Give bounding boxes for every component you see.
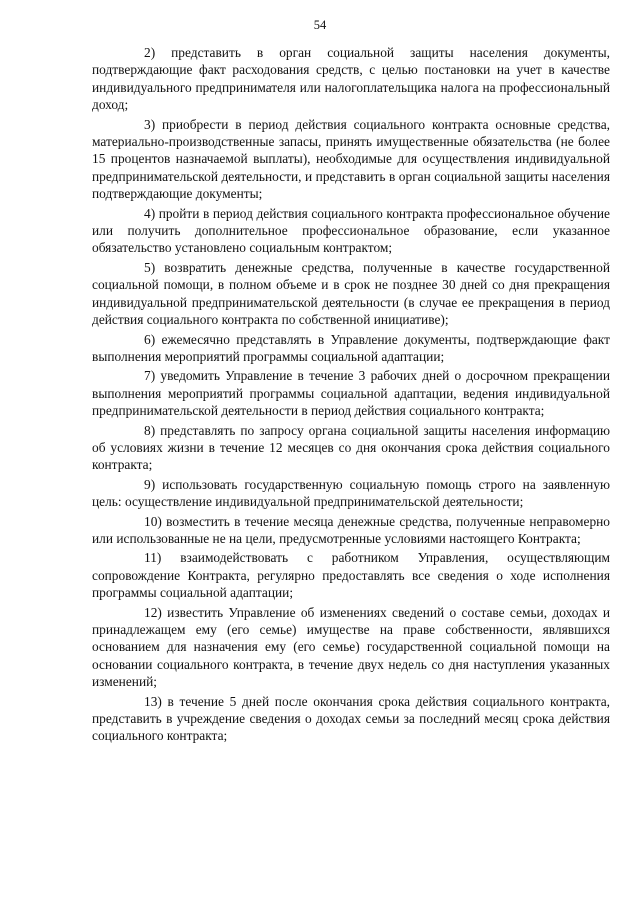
list-item: 4) пройти в период действия социального контракта профессиональное обучение или получить дополнительное профессиональное образование, если указанное обязательство установлено социальным контрактом; (92, 205, 610, 256)
list-item: 7) уведомить Управление в течение 3 рабочих дней о досрочном прекращении выполнения мероприятий программы социальной адаптации, ведения индивидуальной предпринимательской деятельности в период действия социального контракта; (92, 368, 610, 419)
list-item: 3) приобрести в период действия социального контракта основные средства, материально-производственные запасы, принять имущественные обязательства (не более 15 процентов назначаемой выплаты), необходимые для осуществления индивидуальной предпринимательской деятельности, и представить в орган социальной защиты населения подтверждающие документы; (92, 116, 610, 202)
list-item: 10) возместить в течение месяца денежные средства, полученные неправомерно или использованные не на цели, предусмотренные условиями настоящего Контракта; (92, 513, 610, 546)
list-item: 12) известить Управление об изменениях сведений о составе семьи, доходах и принадлежащем ему (его семье) имуществе на праве собственности, являвшихся основанием для назначения ему (его семье) государственной социальной помощи на основании социального контракта, в течение двух недель со дня наступления указанных изменений; (92, 604, 610, 690)
list-item: 9) использовать государственную социальную помощь строго на заявленную цель: осуществление индивидуальной предпринимательской деятельности; (92, 476, 610, 510)
list-item: 8) представлять по запросу органа социальной защиты населения информацию об условиях жизни в течение 12 месяцев со дня окончания срока действия социального контракта; (92, 422, 610, 473)
page-number: 54 (313, 18, 327, 32)
document-body (92, 44, 610, 747)
list-item: 2) представить в орган социальной защиты населения документы, подтверждающие факт расходования средств, с целью постановки на учет в качестве индивидуального предпринимателя или налогоплательщика налога на профессиональный доход; (92, 45, 610, 113)
list-item: 11) взаимодействовать с работником Управления, осуществляющим сопровождение Контракта, регулярно предоставлять все сведения о ходе исполнения программы социальной адаптации; (92, 550, 610, 601)
list-item: 5) возвратить денежные средства, полученные в качестве государственной социальной помощи, в полном объеме и в срок не позднее 30 дней со дня прекращения индивидуальной предпринимательской деятельности (в случае ее прекращения в период действия социального контракта по собственной инициативе); (92, 259, 610, 328)
list-item: 13) в течение 5 дней после окончания срока действия социального контракта, представить в учреждение сведения о доходах семьи за последний месяц срока действия социального контракта; (92, 693, 610, 744)
list-item: 6) ежемесячно представлять в Управление документы, подтверждающие факт выполнения мероприятий программы социальной адаптации; (92, 331, 610, 364)
